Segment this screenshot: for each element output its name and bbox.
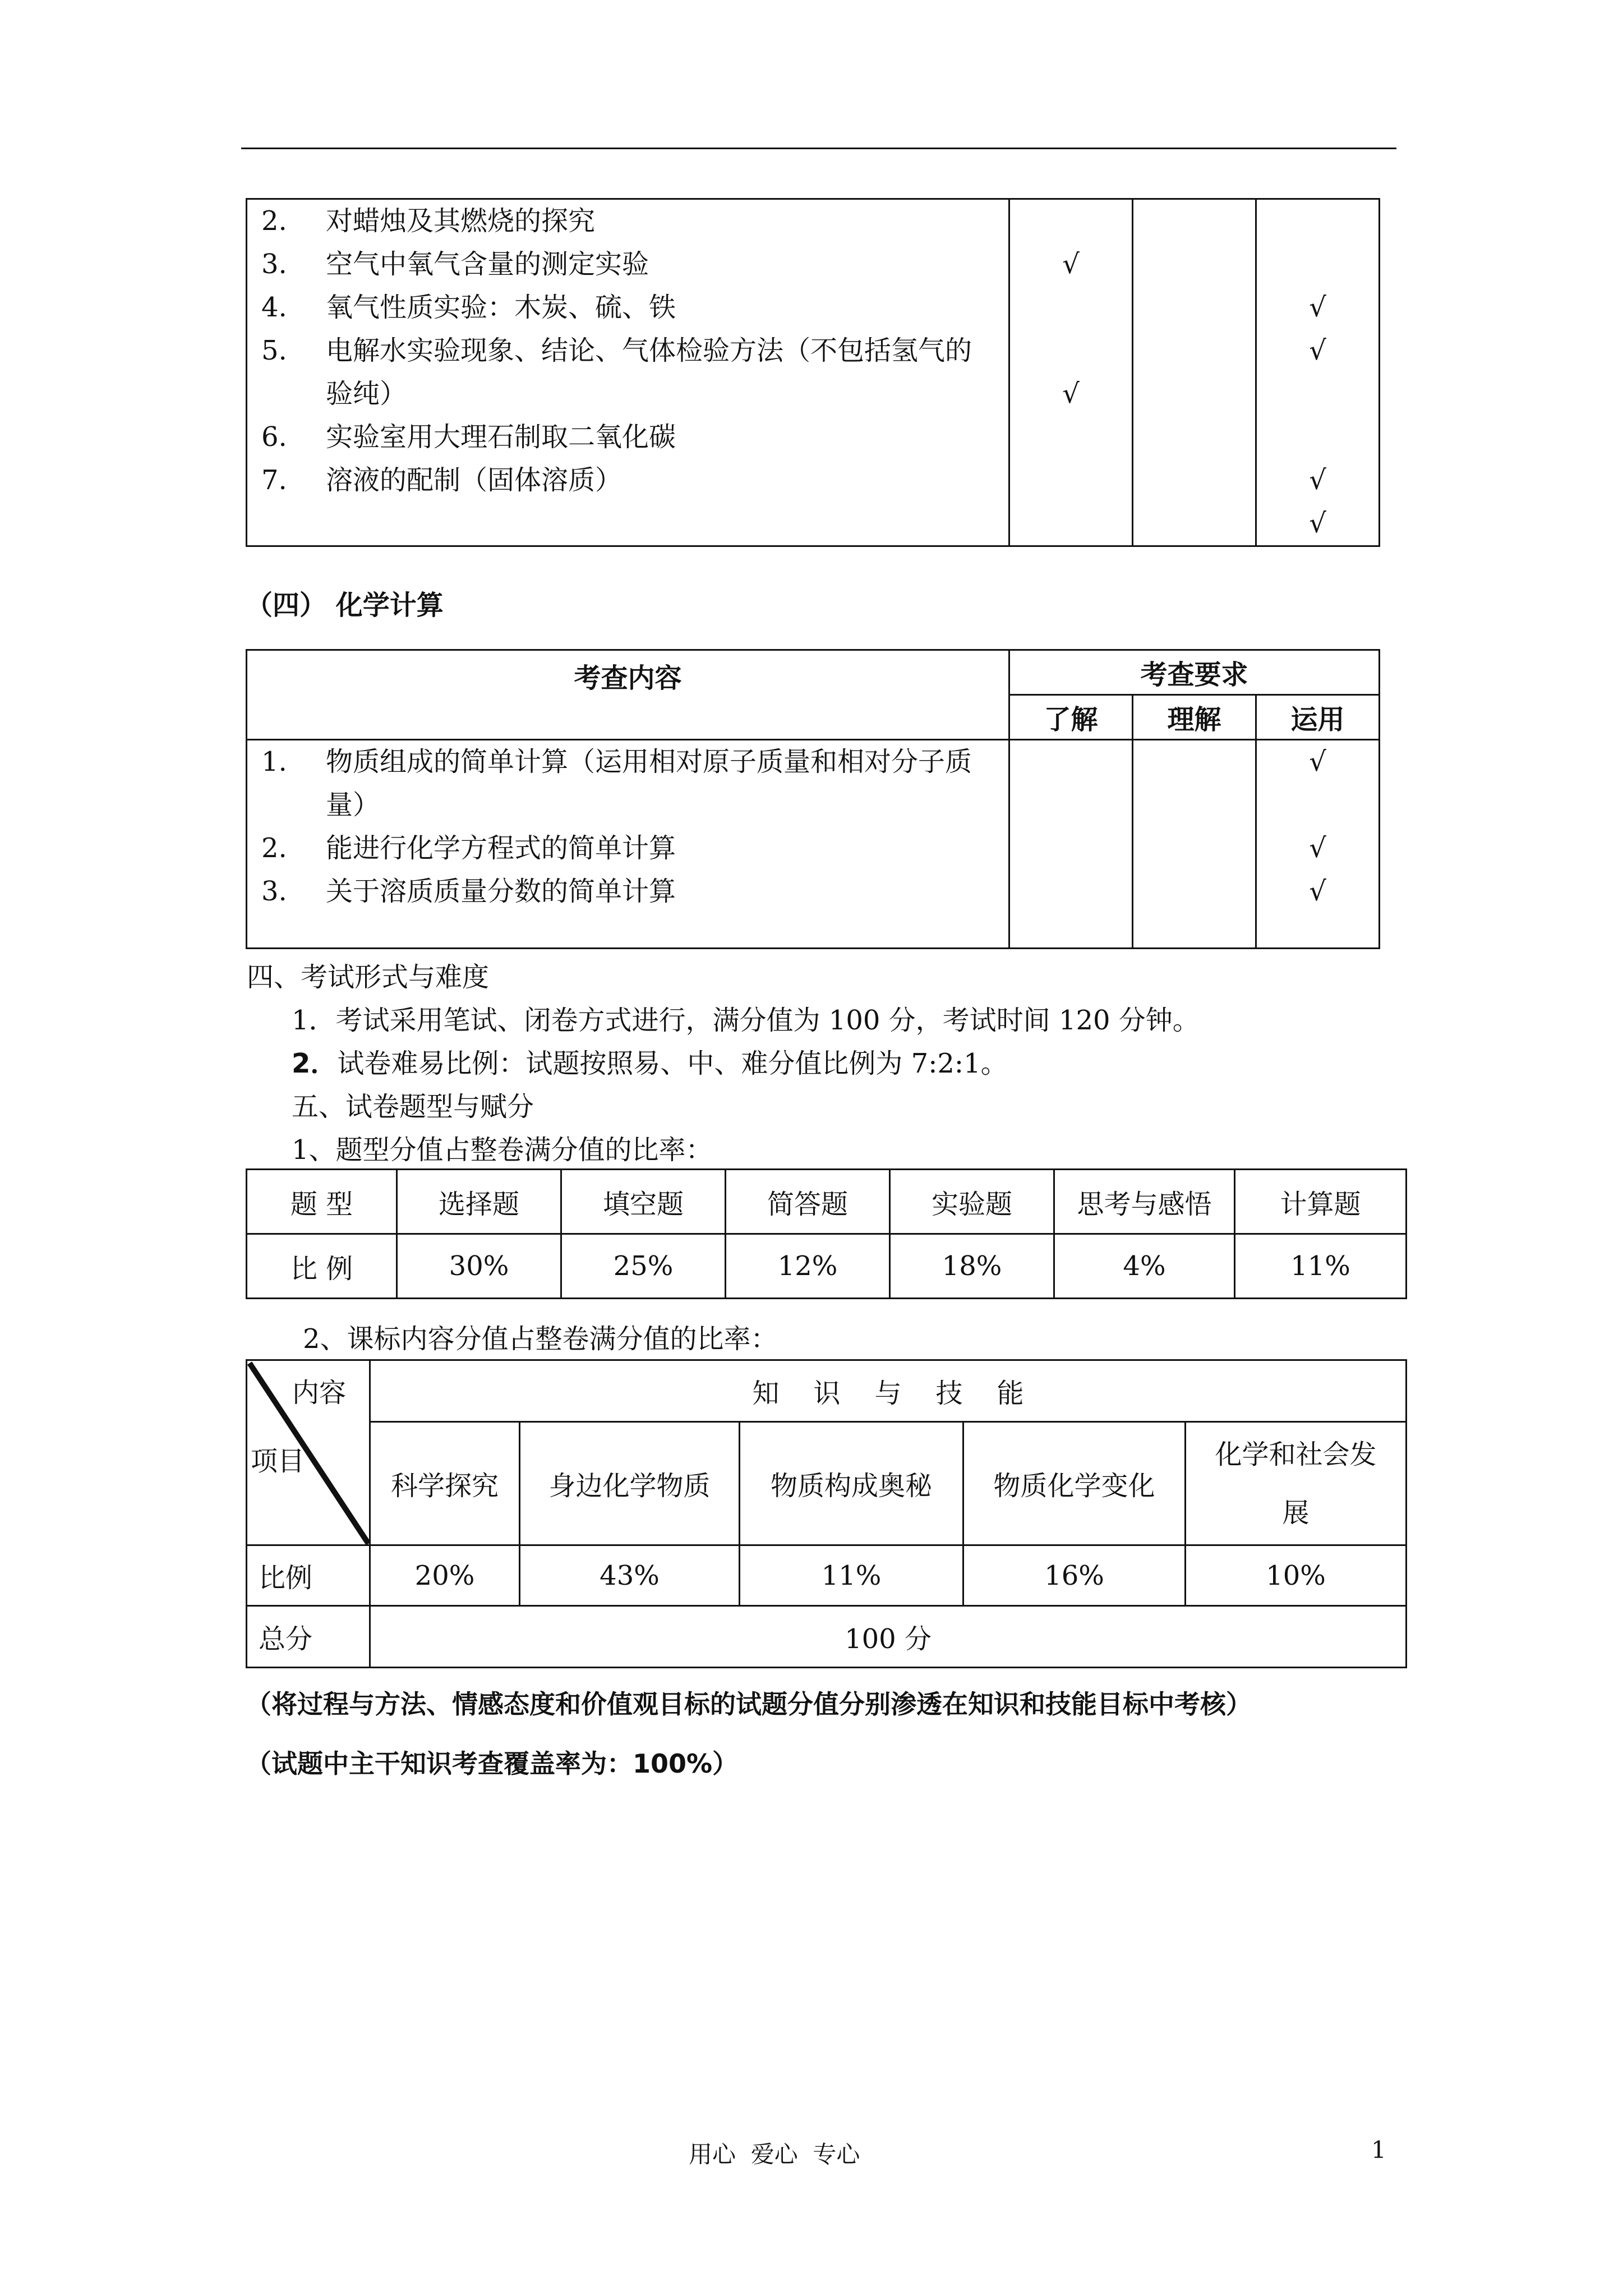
list-item: 2. 能进行化学方程式的简单计算	[261, 832, 676, 864]
footer-motto: 用心 爱心 专心	[689, 2141, 860, 2168]
table-cell: 43%	[520, 1545, 740, 1606]
list-item: 验纯）	[326, 378, 407, 409]
table-cell: 18%	[890, 1234, 1054, 1299]
header-rule	[241, 148, 1396, 149]
table-cell: 比 例	[247, 1234, 397, 1299]
apply-col: √ √ √	[1256, 740, 1380, 949]
list-item: 2. 对蜡烛及其燃烧的探究	[261, 205, 596, 237]
comprehend-col	[1133, 199, 1256, 546]
table-cell: 化学和社会发 展	[1186, 1422, 1407, 1545]
table-cell: 11%	[740, 1545, 963, 1606]
table-cell: 物质化学变化	[963, 1422, 1186, 1545]
table-cell: 计算题	[1235, 1170, 1407, 1234]
list-item: 6. 实验室用大理石制取二氧化碳	[261, 421, 676, 453]
table-cell: 思考与感悟	[1054, 1170, 1235, 1234]
understand-col: √ √	[1009, 199, 1133, 546]
table-cell: 11%	[1235, 1234, 1407, 1299]
experiment-items-cell	[247, 199, 1009, 546]
list-item: 7. 溶液的配制（固体溶质）	[261, 464, 623, 496]
exam-heading-5: 五、试卷题型与赋分	[292, 1091, 534, 1122]
exam-heading: 四、考试形式与难度	[247, 961, 490, 993]
table-cell: 25%	[561, 1234, 726, 1299]
list-item: 1. 物质组成的简单计算（运用相对原子质量和相对分子质	[261, 746, 972, 777]
corner-bottom-label: 项目	[251, 1446, 305, 1477]
question-type-table	[246, 1168, 1407, 1299]
table-cell: 20%	[370, 1545, 520, 1606]
corner-cell	[247, 1360, 370, 1545]
header-requirement: 考查要求	[1009, 650, 1380, 695]
curriculum-table	[246, 1359, 1407, 1668]
table-cell: 100 分	[370, 1606, 1407, 1668]
list-item: 3. 关于溶质质量分数的简单计算	[261, 876, 676, 907]
table-cell: 16%	[963, 1545, 1186, 1606]
table-cell: 身边化学物质	[520, 1422, 740, 1545]
calc-items-cell	[247, 740, 1009, 949]
table-cell: 实验题	[890, 1170, 1054, 1234]
subheader-understand: 了解	[1009, 695, 1133, 740]
exam-line-1: 1．考试采用笔试、闭卷方式进行，满分值为 100 分，考试时间 120 分钟。	[292, 1005, 1200, 1036]
calc-table	[246, 649, 1380, 949]
exam-line-2: 2．试卷难易比例：试题按照易、中、难分值比例为 7:2:1。	[292, 1048, 1008, 1079]
table-cell: 题 型	[247, 1170, 397, 1234]
experiment-table	[246, 198, 1380, 547]
apply-col: √ √ √ √	[1256, 199, 1380, 546]
note-1: （将过程与方法、情感态度和价值观目标的试题分值分别渗透在知识和技能目标中考核）	[246, 1689, 1252, 1719]
table-cell: 物质构成奥秘	[740, 1422, 963, 1545]
table-cell: 4%	[1054, 1234, 1235, 1299]
table-cell: 科学探究	[370, 1422, 520, 1545]
table-cell: 30%	[397, 1234, 561, 1299]
note-2: （试题中主干知识考查覆盖率为：100%）	[246, 1749, 739, 1779]
list-item: 量）	[326, 789, 380, 821]
subheading-1: 1、题型分值占整卷满分值的比率：	[292, 1134, 713, 1166]
subheader-comprehend: 理解	[1133, 695, 1256, 740]
list-item: 3. 空气中氧气含量的测定实验	[261, 249, 649, 280]
section-title: （四） 化学计算	[246, 590, 444, 621]
header-content: 考查内容	[247, 650, 1009, 740]
list-item: 5. 电解水实验现象、结论、气体检验方法（不包括氢气的	[261, 335, 972, 366]
table-cell: 10%	[1186, 1545, 1407, 1606]
table-cell: 12%	[726, 1234, 890, 1299]
table-cell: 选择题	[397, 1170, 561, 1234]
table-cell: 填空题	[561, 1170, 726, 1234]
table-cell: 简答题	[726, 1170, 890, 1234]
subheader-apply: 运用	[1256, 695, 1380, 740]
group-header: 知 识 与 技 能	[370, 1360, 1407, 1422]
corner-top-label: 内容	[292, 1377, 347, 1409]
list-item: 4. 氧气性质实验：木炭、硫、铁	[261, 292, 676, 323]
table-cell: 总分	[247, 1606, 370, 1668]
subheading-2: 2、课标内容分值占整卷满分值的比率：	[303, 1323, 778, 1355]
table-cell: 比例	[247, 1545, 370, 1606]
page-number: 1	[1371, 2136, 1386, 2164]
